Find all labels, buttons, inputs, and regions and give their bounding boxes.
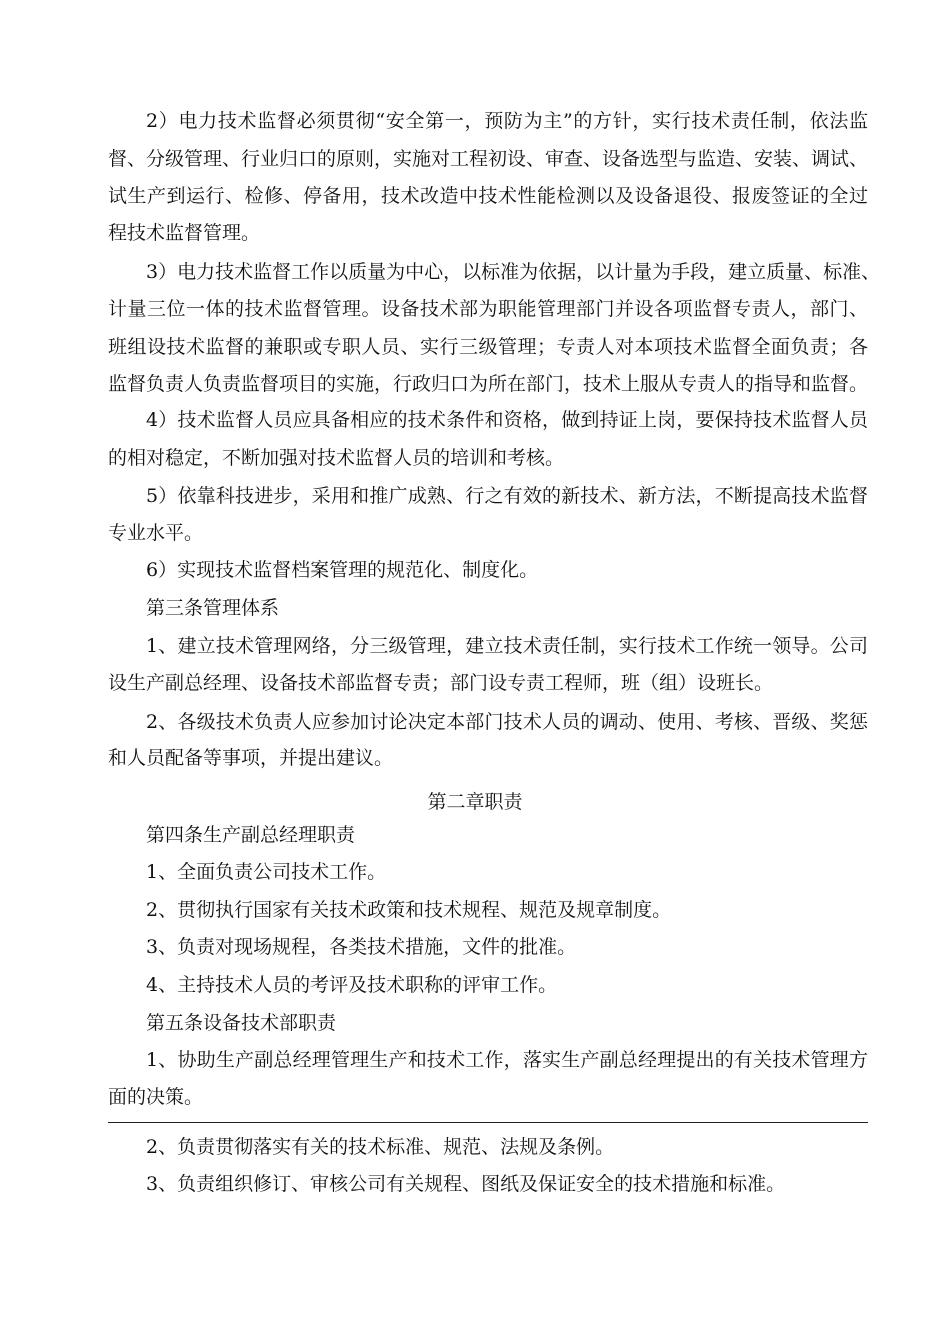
paragraph-line: 监督负责人负责监督项目的实施，行政归口为所在部门，技术上服从专责人的指导和监督。 xyxy=(108,373,869,395)
paragraph-line: 1、建立技术管理网络，分三级管理，建立技术责任制，实行技术工作统一领导。公司 xyxy=(146,635,868,657)
paragraph-line: 2、贯彻执行国家有关技术政策和技术规程、规范及规章制度。 xyxy=(146,899,672,921)
paragraph-line: 4、主持技术人员的考评及技术职称的评审工作。 xyxy=(146,974,558,996)
paragraph-line: 6）实现技术监督档案管理的规范化、制度化。 xyxy=(146,559,539,581)
paragraph-line: 4）技术监督人员应具备相应的技术条件和资格，做到持证上岗，要保持技术监督人员 xyxy=(146,409,868,431)
paragraph-line: 督、分级管理、行业归口的原则，实施对工程初设、审查、设备选型与监造、安装、调试、 xyxy=(108,148,869,170)
paragraph-line: 设生产副总经理、设备技术部监督专责；部门设专责工程师，班（组）设班长。 xyxy=(108,672,774,694)
paragraph-line: 的相对稳定，不断加强对技术监督人员的培训和考核。 xyxy=(108,447,565,469)
article-heading: 第五条设备技术部职责 xyxy=(146,1012,337,1034)
paragraph-line: 2、负责贯彻落实有关的技术标准、规范、法规及条例。 xyxy=(146,1136,615,1158)
article-heading: 第四条生产副总经理职责 xyxy=(146,824,356,846)
paragraph-line: 1、协助生产副总经理管理生产和技术工作，落实生产副总经理提出的有关技术管理方 xyxy=(146,1049,868,1071)
paragraph-line: 2）电力技术监督必须贯彻“安全第一，预防为主”的方针，实行技术责任制，依法监 xyxy=(146,110,868,132)
page-divider xyxy=(108,1122,868,1123)
paragraph-line: 5）依靠科技进步，采用和推广成熟、行之有效的新技术、新方法，不断提高技术监督 xyxy=(146,485,868,507)
paragraph-line: 和人员配备等事项，并提出建议。 xyxy=(108,747,394,769)
paragraph-line: 程技术监督管理。 xyxy=(108,222,261,244)
paragraph-line: 面的决策。 xyxy=(108,1086,204,1108)
paragraph-line: 3、负责对现场规程，各类技术措施，文件的批准。 xyxy=(146,936,577,958)
paragraph-line: 2、各级技术负责人应参加讨论决定本部门技术人员的调动、使用、考核、晋级、奖惩 xyxy=(146,711,868,733)
paragraph-line: 班组设技术监督的兼职或专职人员、实行三级管理；专责人对本项技术监督全面负责；各 xyxy=(108,336,868,358)
paragraph-line: 1、全面负责公司技术工作。 xyxy=(146,861,387,883)
chapter-heading: 第二章职责 xyxy=(427,791,523,813)
article-heading: 第三条管理体系 xyxy=(146,597,280,619)
paragraph-line: 3）电力技术监督工作以质量为中心，以标准为依据，以计量为手段，建立质量、标准、 xyxy=(146,261,881,283)
paragraph-line: 试生产到运行、检修、停备用，技术改造中技术性能检测以及设备退役、报废签证的全过 xyxy=(108,185,868,207)
paragraph-line: 计量三位一体的技术监督管理。设备技术部为职能管理部门并设各项监督专责人，部门、 xyxy=(108,298,868,320)
paragraph-line: 专业水平。 xyxy=(108,522,204,544)
paragraph-line: 3、负责组织修订、审核公司有关规程、图纸及保证安全的技术措施和标准。 xyxy=(146,1173,786,1195)
